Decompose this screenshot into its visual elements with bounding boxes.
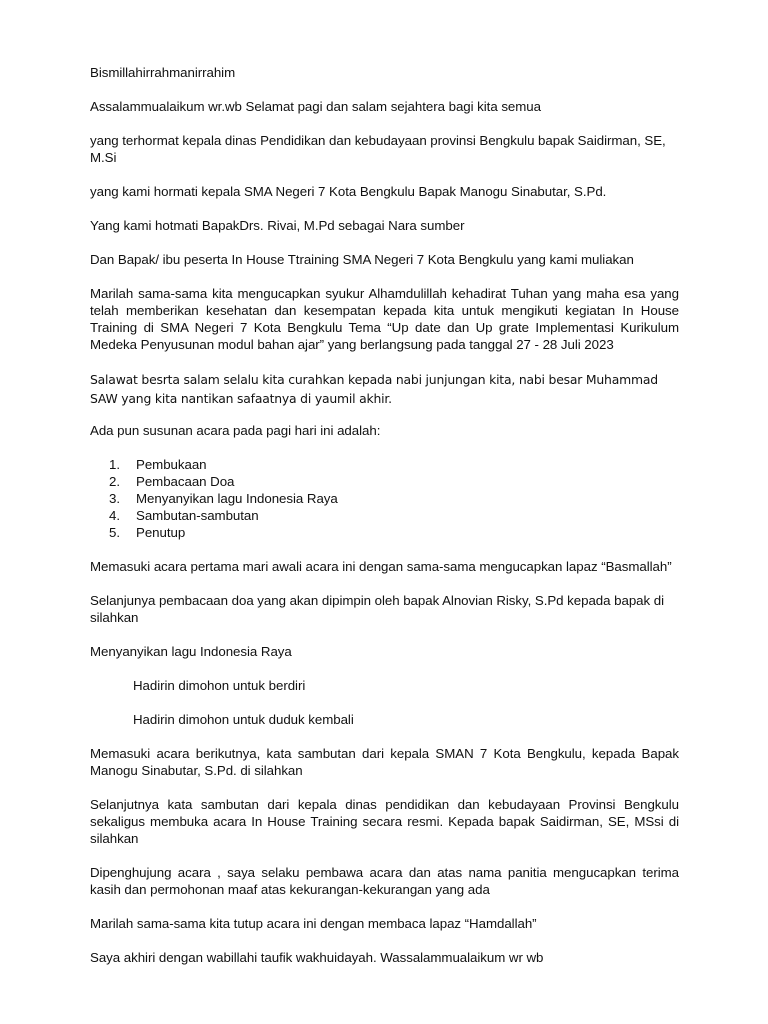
agenda-item-label: Sambutan-sambutan [136,508,259,523]
agenda-item-number: 3. [109,491,120,506]
agenda-item-number: 5. [109,525,120,540]
agenda-item [90,524,679,541]
agenda-item-number: 1. [109,457,120,472]
doa-paragraph: Selanjunya pembacaan doa yang akan dipimpin oleh bapak Alnovian Risky, S.Pd kepada bapak di silahkan [90,593,665,625]
agenda-item [90,473,679,490]
respect-narasumber-paragraph: Yang kami hotmati BapakDrs. Rivai, M.Pd sebagai Nara sumber [90,218,465,233]
opening-line: Bismillahirrahmanirrahim [90,65,236,80]
duduk-line: Hadirin dimohon untuk duduk kembali [133,712,354,727]
agenda-list [90,456,679,541]
agenda-item-label: Pembacaan Doa [136,474,235,489]
greeting-line: Assalammualaikum wr.wb Selamat pagi dan salam sejahtera bagi kita semua [90,99,541,114]
closing-line: Saya akhiri dengan wabillahi taufik wakhuidayah. Wassalammualaikum wr wb [90,950,544,965]
agenda-item-label: Menyanyikan lagu Indonesia Raya [136,491,338,506]
lagu-line: Menyanyikan lagu Indonesia Raya [90,644,292,659]
agenda-item [90,490,679,507]
agenda-item-label: Penutup [136,525,186,540]
respect-peserta-paragraph: Dan Bapak/ ibu peserta In House Ttraining SMA Negeri 7 Kota Bengkulu yang kami muliakan [90,252,634,267]
acara-pertama-paragraph: Memasuki acara pertama mari awali acara ini dengan sama-sama mengucapkan lapaz “Basmallah” [90,559,672,574]
agenda-item-number: 2. [109,474,120,489]
respect-kadis-paragraph: yang terhormat kepala dinas Pendidikan dan kebudayaan provinsi Bengkulu bapak Saidirman, SE, M.Si [90,133,666,165]
salawat-paragraph: Salawat besrta salam selalu kita curahkan kepada nabi junjungan kita, nabi besar Muhammad SAW yang kita nantikan safaatnya di yaumil akhir. [90,372,658,406]
penutup-maaf-paragraph: Dipenghujung acara , saya selaku pembawa acara dan atas nama panitia mengucapkan terima kasih dan permohonan maaf atas kekurangan-kekurangan yang ada [90,865,679,897]
agenda-item [90,507,679,524]
agenda-item [90,456,679,473]
agenda-intro: Ada pun susunan acara pada pagi hari ini adalah: [90,423,381,438]
hamdallah-line: Marilah sama-sama kita tutup acara ini dengan membaca lapaz “Hamdallah” [90,916,537,931]
respect-kepsek-paragraph: yang kami hormati kepala SMA Negeri 7 Kota Bengkulu Bapak Manogu Sinabutar, S.Pd. [90,184,607,199]
berdiri-line: Hadirin dimohon untuk berdiri [133,678,306,693]
agenda-item-number: 4. [109,508,120,523]
syukur-paragraph: Marilah sama-sama kita mengucapkan syukur Alhamdulillah kehadirat Tuhan yang maha esa yang telah memberikan kesehatan dan kesempatan kepada kita untuk mengikuti kegiatan In House Training di SMA Negeri 7 Kota Bengkulu Tema “Up date dan Up grate Implementasi Kurikulum Medeka Penyusunan modul bahan ajar” yang berlangsung pada tanggal 27 - 28 Juli 2023 [90,286,679,352]
sambutan-kepsek-paragraph: Memasuki acara berikutnya, kata sambutan dari kepala SMAN 7 Kota Bengkulu, kepada Bapak Manogu Sinabutar, S.Pd. di silahkan [90,746,679,778]
agenda-item-label: Pembukaan [136,457,207,472]
sambutan-kadis-paragraph: Selanjutnya kata sambutan dari kepala dinas pendidikan dan kebudayaan Provinsi Bengkulu sekaligus membuka acara In House Training secara resmi. Kepada bapak Saidirman, SE, MSsi di silahkan [90,797,679,846]
